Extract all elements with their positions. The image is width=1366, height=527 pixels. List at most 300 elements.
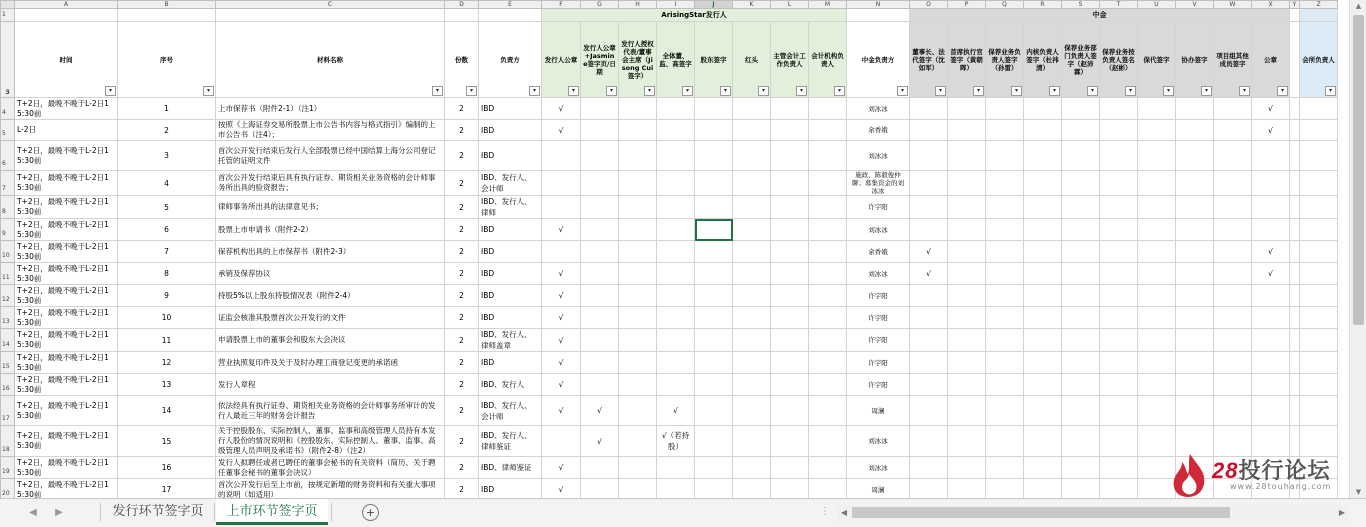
cell-z[interactable] bbox=[1300, 98, 1338, 120]
filter-dropdown-icon[interactable]: ▾ bbox=[644, 86, 655, 96]
cell-m[interactable] bbox=[809, 171, 847, 196]
column-header-z[interactable]: Z bbox=[1300, 1, 1338, 9]
cell-l[interactable] bbox=[771, 479, 809, 499]
cell-o[interactable] bbox=[910, 479, 948, 499]
cell-t[interactable] bbox=[1100, 396, 1138, 426]
cell-p[interactable] bbox=[948, 120, 986, 141]
header-cell-n[interactable] bbox=[847, 22, 910, 98]
cell-f[interactable]: √ bbox=[542, 98, 581, 120]
cell-b[interactable]: 15 bbox=[118, 426, 216, 457]
cell-l[interactable] bbox=[771, 263, 809, 285]
cell-p[interactable] bbox=[948, 98, 986, 120]
cell-l[interactable] bbox=[771, 141, 809, 171]
cell-r[interactable] bbox=[1024, 263, 1062, 285]
cell-m[interactable] bbox=[809, 426, 847, 457]
cell-l[interactable] bbox=[771, 285, 809, 307]
header-cell-p[interactable] bbox=[948, 22, 986, 98]
cell-a[interactable]: T+2日，最晚不晚于L-2日15:30前 bbox=[15, 263, 118, 285]
cell-x[interactable]: √ bbox=[1252, 120, 1290, 141]
cell-q[interactable] bbox=[986, 98, 1024, 120]
cell-r[interactable] bbox=[1024, 329, 1062, 352]
cell-h[interactable] bbox=[619, 171, 657, 196]
cell-l[interactable] bbox=[771, 329, 809, 352]
scroll-left-arrow-icon[interactable]: ◀ bbox=[840, 508, 848, 517]
cell-a[interactable]: T+2日，最晚不晚于L-2日15:30前 bbox=[15, 374, 118, 396]
cell-q[interactable] bbox=[986, 141, 1024, 171]
cell-g[interactable] bbox=[581, 241, 619, 263]
cell-b[interactable]: 2 bbox=[118, 120, 216, 141]
row-header[interactable]: 16 bbox=[1, 374, 15, 396]
cell-a[interactable]: T+2日，最晚不晚于L-2日15:30前 bbox=[15, 457, 118, 479]
cell-u[interactable] bbox=[1138, 374, 1176, 396]
cell-f[interactable] bbox=[542, 171, 581, 196]
cell-m[interactable] bbox=[809, 219, 847, 241]
header-cell-u[interactable] bbox=[1138, 22, 1176, 98]
cell-s[interactable] bbox=[1062, 241, 1100, 263]
cell-o[interactable] bbox=[910, 352, 948, 374]
cell-x[interactable]: √ bbox=[1252, 241, 1290, 263]
filter-dropdown-icon[interactable]: ▾ bbox=[682, 86, 693, 96]
cell-x[interactable] bbox=[1252, 219, 1290, 241]
cell-h[interactable] bbox=[619, 479, 657, 499]
cell-j[interactable] bbox=[695, 196, 733, 219]
cell-k[interactable] bbox=[733, 196, 771, 219]
cell-t[interactable] bbox=[1100, 171, 1138, 196]
cell-s[interactable] bbox=[1062, 171, 1100, 196]
cell-v[interactable] bbox=[1176, 307, 1214, 329]
filter-dropdown-icon[interactable]: ▾ bbox=[758, 86, 769, 96]
row-header[interactable]: 15 bbox=[1, 352, 15, 374]
row-header[interactable]: 8 bbox=[1, 196, 15, 219]
cell-q[interactable] bbox=[986, 307, 1024, 329]
cell-h[interactable] bbox=[619, 374, 657, 396]
cell-c[interactable]: 首次公开发行结束后发行人全部股票已经中国结算上海分公司登记托管的证明文件 bbox=[216, 141, 445, 171]
cell-h[interactable] bbox=[619, 307, 657, 329]
cell-u[interactable] bbox=[1138, 98, 1176, 120]
cell-f[interactable] bbox=[542, 196, 581, 219]
cell-n[interactable]: 刘冰冰 bbox=[847, 263, 910, 285]
cell-s[interactable] bbox=[1062, 141, 1100, 171]
cell-a[interactable]: T+2日，最晚不晚于L-2日15:30前 bbox=[15, 196, 118, 219]
cell-a[interactable]: T+2日，最晚不晚于L-2日15:30前 bbox=[15, 171, 118, 196]
cell-t[interactable] bbox=[1100, 241, 1138, 263]
cell-j[interactable] bbox=[695, 329, 733, 352]
cell-v[interactable] bbox=[1176, 396, 1214, 426]
filter-dropdown-icon[interactable]: ▾ bbox=[606, 86, 617, 96]
cell-q[interactable] bbox=[986, 219, 1024, 241]
cell-m[interactable] bbox=[809, 263, 847, 285]
cell-x[interactable] bbox=[1252, 329, 1290, 352]
header-cell-l[interactable] bbox=[771, 22, 809, 98]
column-header-f[interactable]: F bbox=[542, 1, 581, 9]
cell-q[interactable] bbox=[986, 374, 1024, 396]
cell-e[interactable]: IBD bbox=[479, 479, 542, 499]
cell-c[interactable]: 律师事务所出具的法律意见书； bbox=[216, 196, 445, 219]
cell-d[interactable]: 2 bbox=[445, 329, 479, 352]
cell-w[interactable] bbox=[1214, 352, 1252, 374]
cell-e[interactable]: IBD、发行人、律师鉴证 bbox=[479, 426, 542, 457]
cell-j[interactable] bbox=[695, 98, 733, 120]
cell-r[interactable] bbox=[1024, 241, 1062, 263]
cell-i[interactable] bbox=[657, 479, 695, 499]
cell-z[interactable] bbox=[1300, 219, 1338, 241]
cell-i[interactable]: √ bbox=[657, 396, 695, 426]
cell-m[interactable] bbox=[809, 98, 847, 120]
cell-y[interactable] bbox=[1290, 374, 1300, 396]
cell-q[interactable] bbox=[986, 396, 1024, 426]
cell-n[interactable]: 许宇阳 bbox=[847, 196, 910, 219]
cell-t[interactable] bbox=[1100, 219, 1138, 241]
cell-y[interactable] bbox=[1290, 241, 1300, 263]
cell-l[interactable] bbox=[771, 120, 809, 141]
column-header-b[interactable]: B bbox=[118, 1, 216, 9]
cell-h[interactable] bbox=[619, 426, 657, 457]
cell-b[interactable]: 14 bbox=[118, 396, 216, 426]
column-header-l[interactable]: L bbox=[771, 1, 809, 9]
filter-dropdown-icon[interactable]: ▾ bbox=[897, 86, 908, 96]
row-header[interactable]: 20 bbox=[1, 479, 15, 499]
cell-t[interactable] bbox=[1100, 285, 1138, 307]
row-header[interactable]: 7 bbox=[1, 171, 15, 196]
cell-o[interactable] bbox=[910, 171, 948, 196]
filter-dropdown-icon[interactable]: ▾ bbox=[796, 86, 807, 96]
cell-x[interactable] bbox=[1252, 196, 1290, 219]
cell-e[interactable]: IBD、发行人、会计师 bbox=[479, 171, 542, 196]
cell-a[interactable]: T+2日，最晚不晚于L-2日15:30前 bbox=[15, 98, 118, 120]
cell-i[interactable]: √（若持股） bbox=[657, 426, 695, 457]
column-header-q[interactable]: Q bbox=[986, 1, 1024, 9]
cell-o[interactable] bbox=[910, 219, 948, 241]
cell-u[interactable] bbox=[1138, 120, 1176, 141]
cell-l[interactable] bbox=[771, 396, 809, 426]
cell-h[interactable] bbox=[619, 141, 657, 171]
cell-n[interactable]: 许宇阳 bbox=[847, 329, 910, 352]
cell-g[interactable] bbox=[581, 196, 619, 219]
cell-v[interactable] bbox=[1176, 352, 1214, 374]
cell-c[interactable]: 营业执照复印件及关于及时办理工商登记变更的承诺函 bbox=[216, 352, 445, 374]
cell-c[interactable]: 上市保荐书（附件2-1）（注1） bbox=[216, 98, 445, 120]
cell-o[interactable] bbox=[910, 374, 948, 396]
column-header-a[interactable]: A bbox=[15, 1, 118, 9]
header-cell-w[interactable] bbox=[1214, 22, 1252, 98]
cell-o[interactable] bbox=[910, 196, 948, 219]
cell-w[interactable] bbox=[1214, 396, 1252, 426]
cell-h[interactable] bbox=[619, 241, 657, 263]
cell-l[interactable] bbox=[771, 457, 809, 479]
cell-b[interactable]: 7 bbox=[118, 241, 216, 263]
header-cell-y[interactable] bbox=[1290, 22, 1300, 98]
cell-m[interactable] bbox=[809, 374, 847, 396]
cell-c[interactable]: 保荐机构出具的上市保荐书（附件2-3） bbox=[216, 241, 445, 263]
cell-z[interactable] bbox=[1300, 329, 1338, 352]
cell-g[interactable]: √ bbox=[581, 426, 619, 457]
cell-n[interactable]: 许宇阳 bbox=[847, 307, 910, 329]
cell-s[interactable] bbox=[1062, 219, 1100, 241]
cell-w[interactable] bbox=[1214, 171, 1252, 196]
cell-l[interactable] bbox=[771, 241, 809, 263]
cell-l[interactable] bbox=[771, 196, 809, 219]
cell-r[interactable] bbox=[1024, 219, 1062, 241]
cell-z[interactable] bbox=[1300, 396, 1338, 426]
cell-w[interactable] bbox=[1214, 196, 1252, 219]
cell-k[interactable] bbox=[733, 396, 771, 426]
cell-f[interactable]: √ bbox=[542, 307, 581, 329]
row-header[interactable]: 10 bbox=[1, 241, 15, 263]
column-header-r[interactable]: R bbox=[1024, 1, 1062, 9]
cell-a[interactable]: T+2日，最晚不晚于L-2日15:30前 bbox=[15, 219, 118, 241]
cell-b[interactable]: 13 bbox=[118, 374, 216, 396]
cell-f[interactable]: √ bbox=[542, 219, 581, 241]
cell-a[interactable]: T+2日，最晚不晚于L-2日15:30前 bbox=[15, 352, 118, 374]
cell-w[interactable] bbox=[1214, 120, 1252, 141]
cell-y[interactable] bbox=[1290, 263, 1300, 285]
cell-d[interactable]: 2 bbox=[445, 457, 479, 479]
cell-y[interactable] bbox=[1290, 219, 1300, 241]
cell-n[interactable]: 施政、陈毅俊仲聊；募集资金的刘冰冰 bbox=[847, 171, 910, 196]
cell-u[interactable] bbox=[1138, 396, 1176, 426]
cell-c[interactable]: 依法经具有执行证券、期货相关业务资格的会计师事务所审计的发行人最近三年的财务会计报告 bbox=[216, 396, 445, 426]
group-header-arisingstar[interactable]: ArisingStar发行人 bbox=[542, 9, 847, 22]
cell-m[interactable] bbox=[809, 241, 847, 263]
cell-g[interactable] bbox=[581, 457, 619, 479]
add-sheet-icon[interactable]: + bbox=[362, 504, 379, 521]
cell-j[interactable] bbox=[695, 141, 733, 171]
cell-n[interactable]: 刘冰冰 bbox=[847, 457, 910, 479]
cell-h[interactable] bbox=[619, 263, 657, 285]
column-header-g[interactable]: G bbox=[581, 1, 619, 9]
cell-q[interactable] bbox=[986, 285, 1024, 307]
cell-m[interactable] bbox=[809, 120, 847, 141]
cell-o[interactable] bbox=[910, 120, 948, 141]
cell-a[interactable]: T+2日，最晚不晚于L-2日15:30前 bbox=[15, 241, 118, 263]
cell-s[interactable] bbox=[1062, 457, 1100, 479]
row-header[interactable]: 9 bbox=[1, 219, 15, 241]
cell-i[interactable] bbox=[657, 285, 695, 307]
cell-r[interactable] bbox=[1024, 426, 1062, 457]
cell-g[interactable] bbox=[581, 307, 619, 329]
cell-d[interactable]: 2 bbox=[445, 120, 479, 141]
cell-b[interactable]: 9 bbox=[118, 285, 216, 307]
cell-a[interactable]: T+2日，最晚不晚于L-2日15:30前 bbox=[15, 285, 118, 307]
cell-p[interactable] bbox=[948, 374, 986, 396]
cell-b[interactable]: 8 bbox=[118, 263, 216, 285]
cell-b[interactable]: 12 bbox=[118, 352, 216, 374]
cell-r[interactable] bbox=[1024, 120, 1062, 141]
cell-t[interactable] bbox=[1100, 374, 1138, 396]
cell-i[interactable] bbox=[657, 171, 695, 196]
cell-e[interactable]: IBD bbox=[479, 263, 542, 285]
cell-j[interactable] bbox=[695, 426, 733, 457]
cell-q[interactable] bbox=[986, 426, 1024, 457]
cell-q[interactable] bbox=[986, 329, 1024, 352]
cell-h[interactable] bbox=[619, 219, 657, 241]
header-cell-k[interactable] bbox=[733, 22, 771, 98]
cell-r[interactable] bbox=[1024, 285, 1062, 307]
cell-g[interactable] bbox=[581, 285, 619, 307]
cell-t[interactable] bbox=[1100, 352, 1138, 374]
cell-i[interactable] bbox=[657, 141, 695, 171]
filter-dropdown-icon[interactable]: ▾ bbox=[1201, 86, 1212, 96]
cell-m[interactable] bbox=[809, 396, 847, 426]
cell-d[interactable]: 2 bbox=[445, 374, 479, 396]
row-header[interactable]: 5 bbox=[1, 120, 15, 141]
cell-p[interactable] bbox=[948, 329, 986, 352]
cell-a[interactable]: T+2日，最晚不晚于L-2日15:30前 bbox=[15, 329, 118, 352]
cell-k[interactable] bbox=[733, 241, 771, 263]
cell-v[interactable] bbox=[1176, 241, 1214, 263]
cell-x[interactable] bbox=[1252, 285, 1290, 307]
row-header[interactable]: 18 bbox=[1, 426, 15, 457]
cell-t[interactable] bbox=[1100, 307, 1138, 329]
filter-dropdown-icon[interactable]: ▾ bbox=[1239, 86, 1250, 96]
cell-k[interactable] bbox=[733, 329, 771, 352]
column-header-j[interactable]: J bbox=[695, 1, 733, 9]
cell-u[interactable] bbox=[1138, 196, 1176, 219]
cell-t[interactable] bbox=[1100, 263, 1138, 285]
cell-s[interactable] bbox=[1062, 285, 1100, 307]
cell-m[interactable] bbox=[809, 457, 847, 479]
cell-g[interactable] bbox=[581, 329, 619, 352]
blank-cell[interactable] bbox=[479, 9, 542, 22]
cell-c[interactable]: 首次公开发行结束后具有执行证券、期货相关业务资格的会计师事务所出具的验资报告； bbox=[216, 171, 445, 196]
cell-l[interactable] bbox=[771, 352, 809, 374]
cell-y[interactable] bbox=[1290, 141, 1300, 171]
cell-t[interactable] bbox=[1100, 120, 1138, 141]
cell-b[interactable]: 1 bbox=[118, 98, 216, 120]
column-header-k[interactable]: K bbox=[733, 1, 771, 9]
cell-q[interactable] bbox=[986, 196, 1024, 219]
header-cell-s[interactable] bbox=[1062, 22, 1100, 98]
cell-c[interactable]: 申请股票上市的董事会和股东大会决议 bbox=[216, 329, 445, 352]
column-header-i[interactable]: I bbox=[657, 1, 695, 9]
cell-i[interactable] bbox=[657, 219, 695, 241]
cell-i[interactable] bbox=[657, 263, 695, 285]
cell-u[interactable] bbox=[1138, 171, 1176, 196]
blank-cell[interactable] bbox=[847, 9, 910, 22]
cell-e[interactable]: IBD bbox=[479, 285, 542, 307]
cell-s[interactable] bbox=[1062, 329, 1100, 352]
cell-k[interactable] bbox=[733, 457, 771, 479]
cell-n[interactable]: 周澜 bbox=[847, 396, 910, 426]
blank-cell[interactable] bbox=[216, 9, 445, 22]
cell-b[interactable]: 16 bbox=[118, 457, 216, 479]
next-sheet-icon[interactable]: ▶ bbox=[55, 507, 63, 518]
cell-p[interactable] bbox=[948, 219, 986, 241]
cell-z[interactable] bbox=[1300, 352, 1338, 374]
cell-n[interactable]: 许宇阳 bbox=[847, 374, 910, 396]
cell-v[interactable] bbox=[1176, 141, 1214, 171]
cell-w[interactable] bbox=[1214, 329, 1252, 352]
row-header[interactable]: 17 bbox=[1, 396, 15, 426]
cell-v[interactable] bbox=[1176, 374, 1214, 396]
cell-y[interactable] bbox=[1290, 307, 1300, 329]
cell-s[interactable] bbox=[1062, 98, 1100, 120]
cell-k[interactable] bbox=[733, 263, 771, 285]
cell-k[interactable] bbox=[733, 98, 771, 120]
cell-m[interactable] bbox=[809, 352, 847, 374]
cell-j[interactable] bbox=[695, 263, 733, 285]
cell-w[interactable] bbox=[1214, 285, 1252, 307]
cell-v[interactable] bbox=[1176, 219, 1214, 241]
row-header[interactable]: 19 bbox=[1, 457, 15, 479]
cell-q[interactable] bbox=[986, 479, 1024, 499]
row-header[interactable]: 11 bbox=[1, 263, 15, 285]
cell-y[interactable] bbox=[1290, 396, 1300, 426]
cell-r[interactable] bbox=[1024, 98, 1062, 120]
cell-n[interactable]: 余香娥 bbox=[847, 120, 910, 141]
cell-f[interactable]: √ bbox=[542, 457, 581, 479]
cell-t[interactable] bbox=[1100, 426, 1138, 457]
cell-k[interactable] bbox=[733, 285, 771, 307]
cell-a[interactable]: T+2日，最晚不晚于L-2日15:30前 bbox=[15, 141, 118, 171]
cell-m[interactable] bbox=[809, 285, 847, 307]
column-header-y[interactable]: Y bbox=[1290, 1, 1300, 9]
header-cell-c[interactable] bbox=[216, 22, 445, 98]
cell-h[interactable] bbox=[619, 352, 657, 374]
column-header-p[interactable]: P bbox=[948, 1, 986, 9]
cell-g[interactable] bbox=[581, 171, 619, 196]
filter-dropdown-icon[interactable]: ▾ bbox=[203, 86, 214, 96]
cell-c[interactable]: 关于控股股东、实际控制人、董事、监事和高级管理人员持有本发行人股份的情况说明和《控股股东、实际控制人、董事、监事、高级管理人员声明及承诺书》（附件2-8）（注2） bbox=[216, 426, 445, 457]
cell-t[interactable] bbox=[1100, 479, 1138, 499]
filter-dropdown-icon[interactable]: ▾ bbox=[1325, 86, 1336, 96]
column-header-w[interactable]: W bbox=[1214, 1, 1252, 9]
cell-n[interactable]: 刘冰冰 bbox=[847, 219, 910, 241]
cell-g[interactable]: √ bbox=[581, 396, 619, 426]
header-cell-e[interactable] bbox=[479, 22, 542, 98]
cell-e[interactable]: IBD、律师鉴证 bbox=[479, 457, 542, 479]
sheet-tab-issuance[interactable]: 发行环节签字页 bbox=[112, 503, 204, 518]
cell-s[interactable] bbox=[1062, 426, 1100, 457]
cell-e[interactable]: IBD、发行人、律师盖章 bbox=[479, 329, 542, 352]
cell-w[interactable] bbox=[1214, 307, 1252, 329]
cell-i[interactable] bbox=[657, 98, 695, 120]
cell-l[interactable] bbox=[771, 307, 809, 329]
cell-z[interactable] bbox=[1300, 285, 1338, 307]
row-header[interactable]: 6 bbox=[1, 141, 15, 171]
cell-k[interactable] bbox=[733, 171, 771, 196]
cell-m[interactable] bbox=[809, 196, 847, 219]
row-header[interactable]: 1 bbox=[1, 9, 15, 22]
cell-j[interactable] bbox=[695, 241, 733, 263]
column-header-h[interactable]: H bbox=[619, 1, 657, 9]
cell-h[interactable] bbox=[619, 196, 657, 219]
cell-p[interactable] bbox=[948, 479, 986, 499]
column-header-t[interactable]: T bbox=[1100, 1, 1138, 9]
cell-d[interactable]: 2 bbox=[445, 171, 479, 196]
cell-j[interactable] bbox=[695, 457, 733, 479]
cell-l[interactable] bbox=[771, 374, 809, 396]
filter-dropdown-icon[interactable]: ▾ bbox=[1049, 86, 1060, 96]
cell-b[interactable]: 3 bbox=[118, 141, 216, 171]
cell-h[interactable] bbox=[619, 329, 657, 352]
cell-r[interactable] bbox=[1024, 196, 1062, 219]
filter-dropdown-icon[interactable]: ▾ bbox=[1087, 86, 1098, 96]
column-header-u[interactable]: U bbox=[1138, 1, 1176, 9]
cell-g[interactable] bbox=[581, 98, 619, 120]
filter-dropdown-icon[interactable]: ▾ bbox=[105, 86, 116, 96]
cell-v[interactable] bbox=[1176, 285, 1214, 307]
cell-j[interactable] bbox=[695, 307, 733, 329]
cell-w[interactable] bbox=[1214, 98, 1252, 120]
cell-s[interactable] bbox=[1062, 196, 1100, 219]
cell-l[interactable] bbox=[771, 171, 809, 196]
vertical-scrollbar[interactable] bbox=[1349, 0, 1366, 498]
header-cell-x[interactable] bbox=[1252, 22, 1290, 98]
cell-c[interactable]: 持股5%以上股东持股情况表（附件2-4） bbox=[216, 285, 445, 307]
scroll-down-arrow-icon[interactable]: ▼ bbox=[1355, 488, 1362, 496]
cell-d[interactable]: 2 bbox=[445, 263, 479, 285]
